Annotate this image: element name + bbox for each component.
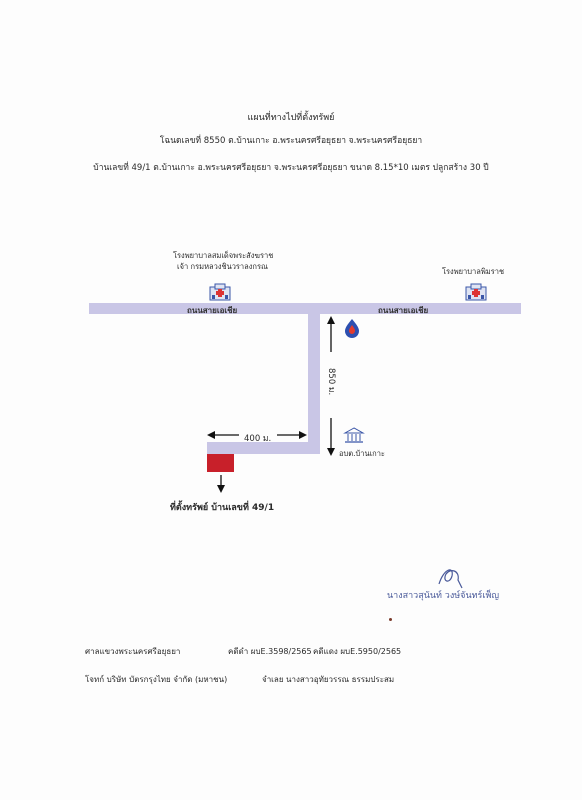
distance-horizontal-label: 400 ม.	[244, 434, 272, 444]
ink-dot	[389, 618, 392, 621]
road-left-label: ถนนสายเอเชีย	[187, 306, 238, 315]
document-title: แผนที่ทางไปที่ตั้งทรัพย์	[247, 113, 335, 123]
government-building-icon	[343, 427, 365, 443]
hospital-left-label-1: โรงพยาบาลสมเด็จพระสังฆราช	[173, 251, 274, 260]
property-marker	[207, 454, 234, 472]
footer-case-black: คดีดำ ผบE.3598/2565	[228, 647, 312, 656]
footer-case-red: คดีแดง ผบE.5950/2565	[313, 647, 402, 656]
hospital-right-label: โรงพยาบาลพิมราช	[442, 267, 505, 276]
hospital-icon	[465, 283, 487, 301]
road-right-label: ถนนสายเอเชีย	[378, 306, 429, 315]
hospital-icon	[209, 283, 231, 301]
footer-defendant: จำเลย นางสาวอุทัยวรรณ ธรรมประสม	[262, 675, 395, 684]
side-road-vertical	[308, 314, 320, 454]
down-arrow-icon	[216, 475, 226, 493]
district-office-label: อบต.บ้านเกาะ	[339, 449, 385, 458]
house-line: บ้านเลขที่ 49/1 ต.บ้านเกาะ อ.พระนครศรีอยุธยา จ.พระนครศรีอยุธยา ขนาด 8.15*10 เมตร ปลูกสร้าง 30 ปี	[93, 163, 489, 173]
distance-vertical-label: 850 ม.	[326, 368, 336, 396]
deed-line: โฉนดเลขที่ 8550 ต.บ้านเกาะ อ.พระนครศรีอยุธยา จ.พระนครศรีอยุธยา	[159, 136, 423, 146]
hospital-left-label-2: เจ้า กรมหลวงชินวราลงกรณ	[177, 262, 268, 271]
main-road	[89, 303, 521, 314]
footer-court: ศาลแขวงพระนครศรีอยุธยา	[85, 647, 181, 656]
property-label: ที่ตั้งทรัพย์ บ้านเลขที่ 49/1	[170, 503, 275, 513]
footer-plaintiff: โจทก์ บริษัท บัตรกรุงไทย จำกัด (มหาชน)	[85, 675, 228, 684]
signature-name: นางสาวสุนันท์ วงษ์จันทร์เพ็ญ	[387, 591, 500, 601]
gas-station-icon	[343, 318, 361, 338]
